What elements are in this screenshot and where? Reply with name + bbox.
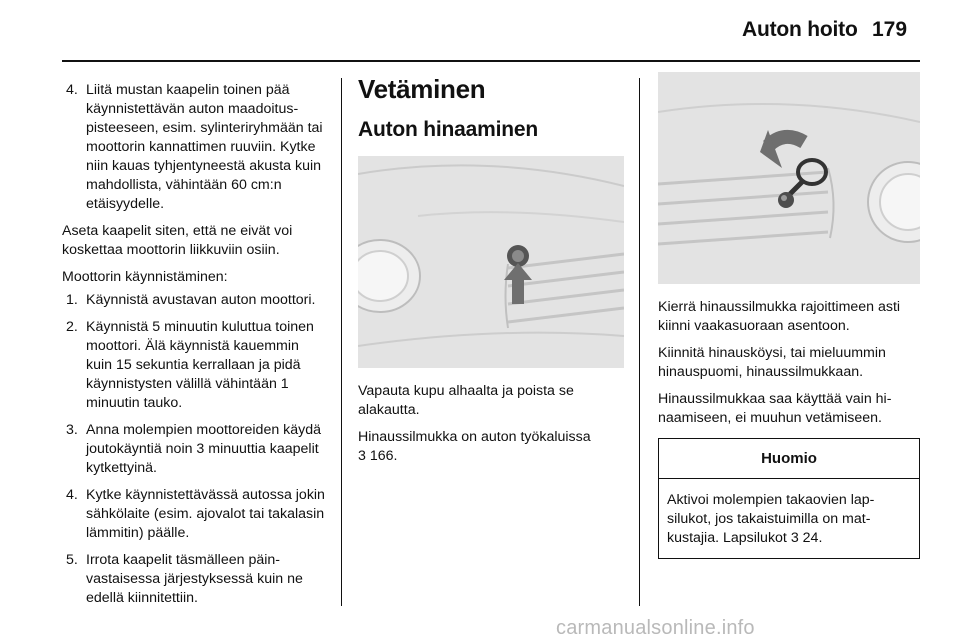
paragraph: Kiinnitä hinausköysi, tai mieluummin hinauspuomi, hinaussilmukkaan. xyxy=(658,345,886,380)
step-number: 1. xyxy=(66,292,78,308)
step-text: Irrota kaapelit täsmälleen päinvastaisessa järjestyksessä kuin ne edellä kiinnitettiin. xyxy=(86,552,303,606)
note-text: Aktivoi molempien takaovien lapsilukot, jos takaistuimilla on matkustajia. Lapsilukot xyxy=(667,492,875,546)
column-divider-1 xyxy=(341,78,342,606)
figure-towing-eye xyxy=(658,72,920,284)
paragraph: Aseta kaapelit siten, että ne eivät voi koskettaa moottorin liikkuviin osiin. xyxy=(62,223,293,258)
column-divider-2 xyxy=(639,78,640,606)
section-title: Vetäminen xyxy=(358,74,486,104)
list-item xyxy=(62,81,328,214)
reference-arrow-icon: 3 xyxy=(358,448,366,464)
start-steps-list xyxy=(62,291,328,608)
reference-arrow-icon: 3 xyxy=(790,530,799,546)
watermark: carmanualsonline.info xyxy=(556,617,755,639)
list-item xyxy=(62,486,328,543)
chapter-title: Auton hoito xyxy=(742,18,858,41)
paragraph-text: Hinaussilmukka on auton työkaluissa xyxy=(358,429,591,445)
paragraph-with-reference xyxy=(358,428,624,466)
step-text: Anna molempien moottoreiden käydä joutokäyntiä noin 3 minuuttia kaapelit kytkettyinä. xyxy=(86,422,322,476)
step-number: 4. xyxy=(66,487,78,503)
step-number: 3. xyxy=(66,422,78,438)
step-text: Kytke käynnistettävässä autossa jokin sähkölaite (esim. ajovalot tai takalasin lämmitin) päälle. xyxy=(86,487,325,541)
list-item xyxy=(62,291,328,310)
column-1 xyxy=(62,81,328,616)
paragraph: Moottorin käynnistäminen: xyxy=(62,269,228,285)
page-number: 179 xyxy=(872,18,908,41)
column-3 xyxy=(658,72,920,559)
continued-step-list xyxy=(62,81,328,214)
header-rule xyxy=(62,60,920,62)
reference-page-link[interactable]: 24. xyxy=(802,530,823,546)
list-item xyxy=(62,318,328,413)
figure-bumper-cover xyxy=(358,156,624,368)
step-text: Käynnistä avustavan auton moottori. xyxy=(86,292,316,308)
column-2 xyxy=(358,72,624,474)
list-item xyxy=(62,421,328,478)
reference-page-link[interactable]: 166. xyxy=(369,448,398,464)
step-number: 2. xyxy=(66,319,78,335)
note-box xyxy=(658,438,920,559)
step-text: Liitä mustan kaapelin toinen pää käynnistettävän auton maadoituspisteeseen, esim. sylinteriryhmään tai moottorin kannattimen ruuviin. Kytke niin kauas tyhjentyneestä akusta kuin mahdollista, vähintään 60 cm:n etäisyydelle. xyxy=(86,82,323,212)
step-number: 5. xyxy=(66,552,78,568)
list-item xyxy=(62,551,328,608)
step-text: Käynnistä 5 minuutin kuluttua toinen moottori. Älä käynnistä kauemmin kuin 15 sekuntia kerrallaan ja pidä käynnistysten välillä vähintään 1 minuutin tauko. xyxy=(86,319,314,411)
step-number: 4. xyxy=(66,82,78,98)
subsection-title: Auton hinaaminen xyxy=(358,118,538,141)
note-title: Huomio xyxy=(659,439,919,479)
paragraph: Hinaussilmukkaa saa käyttää vain hinaamiseen, ei muuhun vetämiseen. xyxy=(658,391,892,426)
paragraph: Kierrä hinaussilmukka rajoittimeen asti kiinni vaakasuoraan asentoon. xyxy=(658,299,901,334)
note-text-block xyxy=(659,479,919,558)
paragraph: Vapauta kupu alhaalta ja poista se alakautta. xyxy=(358,383,574,418)
